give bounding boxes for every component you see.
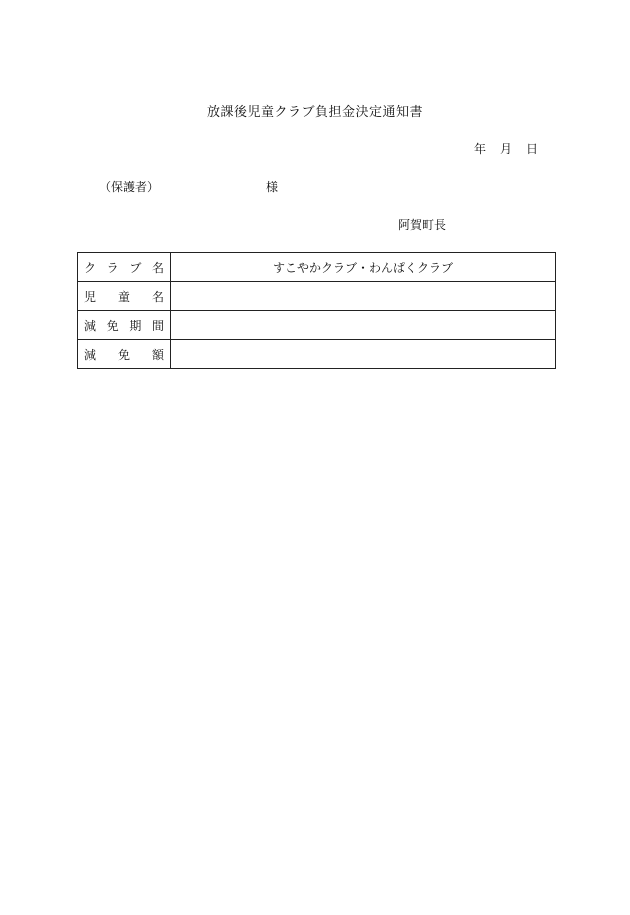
child-name-value xyxy=(171,282,556,311)
reduction-amount-label xyxy=(78,340,171,369)
label-char: ラ xyxy=(106,260,119,275)
child-name-label xyxy=(78,282,171,311)
label-char: ブ xyxy=(129,260,142,275)
label-char: ク xyxy=(84,260,97,275)
label-char: 名 xyxy=(151,260,164,275)
reduction-period-value xyxy=(171,311,556,340)
guardian-label: （保護者） xyxy=(99,180,160,194)
club-name-value: すこやかクラブ・わんぱくクラブ xyxy=(171,253,556,282)
label-char: 児 xyxy=(84,289,97,304)
label-char: 名 xyxy=(151,289,164,304)
club-name-label xyxy=(78,253,171,282)
honorific-label: 様 xyxy=(266,180,279,194)
document-title: 放課後児童クラブ負担金決定通知書 xyxy=(206,105,423,120)
table-row-reduction-amount xyxy=(78,340,556,369)
date-year-label: 年 xyxy=(473,142,486,156)
table-row-child-name xyxy=(78,282,556,311)
label-char: 童 xyxy=(117,289,130,304)
label-char: 免 xyxy=(106,318,119,333)
issuer-label: 阿賀町長 xyxy=(398,218,447,232)
reduction-period-label xyxy=(78,311,171,340)
label-char: 額 xyxy=(151,347,164,362)
label-char: 減 xyxy=(84,347,97,362)
reduction-amount-value xyxy=(171,340,556,369)
date-day-label: 日 xyxy=(525,142,538,156)
label-char: 期 xyxy=(129,318,142,333)
label-char: 免 xyxy=(117,347,130,362)
label-char: 減 xyxy=(84,318,97,333)
date-line xyxy=(474,140,538,157)
date-month-label: 月 xyxy=(499,142,512,156)
table-row-club-name xyxy=(78,253,556,282)
label-char: 間 xyxy=(151,318,164,333)
notice-table xyxy=(77,252,556,369)
table-row-reduction-period xyxy=(78,311,556,340)
